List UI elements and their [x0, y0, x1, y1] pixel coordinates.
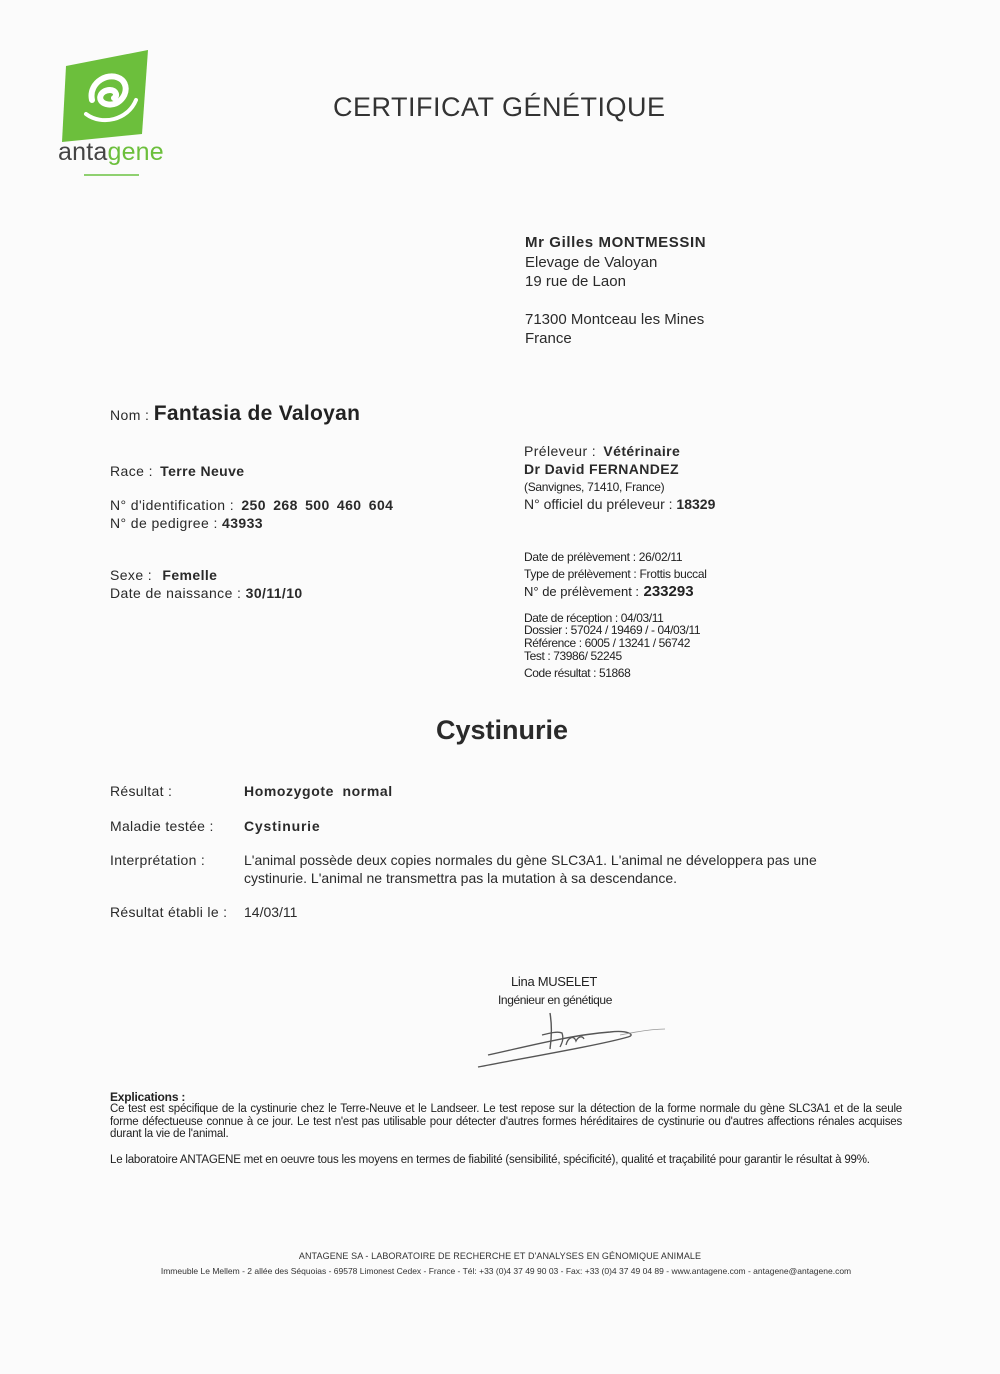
animal-sexe — [110, 567, 217, 583]
prelevement-type: Type de prélèvement : Frottis buccal — [524, 567, 707, 581]
explications-heading: Explications : — [110, 1090, 186, 1104]
signatory-role: Ingénieur en génétique — [498, 993, 612, 1007]
antagene-logo-icon — [62, 50, 154, 142]
logo-underline — [84, 174, 139, 176]
prelevement-num — [524, 583, 694, 601]
naissance-value: 30/11/10 — [245, 585, 303, 601]
explications-paragraph-1: Ce test est spécifique de la cystinurie chez le Terre-Neuve et le Landseer. Le test repose sur la détection de la forme normale du gène SLC3A1 et de la seule forme défectueuse connue à ce jour. Le test n'est pas utilisable pour détecter d'autres formes héréditaires de cystinurie ou d'autres affections rénales acquises durant la vie de l'animal. — [110, 1103, 902, 1140]
animal-race — [110, 463, 244, 479]
naissance-label: Date de naissance : — [110, 585, 242, 601]
footer-address: Immeuble Le Mellem - 2 allée des Séquoias - 69578 Limonest Cedex - France - Tél: +33 (0)4 37 49 90 03 - Fax: +33 (0)4 37 49 04 89 - www.antagene.com - antagene@antagene.com — [160, 1266, 852, 1276]
owner-line3: 71300 Montceau les Mines — [525, 311, 705, 328]
prelevement-date: Date de prélèvement : 26/02/11 — [524, 550, 683, 564]
animal-naissance — [110, 585, 303, 601]
race-label: Race : — [110, 463, 153, 479]
animal-id — [110, 497, 393, 513]
nom-value: Fantasia de Valoyan — [153, 402, 361, 425]
preleveur-type-value: Vétérinaire — [603, 443, 681, 459]
owner-line1: Elevage de Valoyan — [525, 254, 658, 271]
owner-line2: 19 rue de Laon — [525, 273, 626, 290]
interpretation-line2: cystinurie. L'animal ne transmettra pas la mutation à sa descendance. — [244, 870, 678, 886]
handwritten-signature — [470, 1005, 670, 1075]
test-title: Cystinurie — [436, 715, 569, 745]
nom-label: Nom : — [110, 407, 150, 423]
prelevement-num-label: N° de prélèvement : — [524, 584, 640, 599]
maladie-value: Cystinurie — [244, 818, 321, 834]
owner-name: Mr Gilles MONTMESSIN — [525, 234, 707, 251]
prelevement-num-value: 233293 — [643, 583, 694, 600]
document-title: CERTIFICAT GÉNÉTIQUE — [333, 92, 666, 122]
id-value: 250 268 500 460 604 — [241, 497, 394, 513]
sexe-label: Sexe : — [110, 567, 153, 583]
code-resultat: Code résultat : 51868 — [524, 666, 631, 680]
preleveur-officiel — [524, 496, 715, 512]
animal-pedigree — [110, 515, 263, 531]
preleveur-label: Préleveur : — [524, 443, 597, 459]
id-label: N° d'identification : — [110, 497, 235, 513]
explications-paragraph-2: Le laboratoire ANTAGENE met en oeuvre tous les moyens en termes de fiabilité (sensibilité, spécificité), qualité et traçabilité pour garantir le résultat à 99%. — [110, 1154, 870, 1166]
signatory-name: Lina MUSELET — [511, 974, 597, 989]
reception-date: Date de réception : 04/03/11 — [524, 611, 664, 625]
officiel-label: N° officiel du préleveur : — [524, 496, 673, 512]
preleveur-location: (Sanvignes, 71410, France) — [524, 480, 665, 494]
pedigree-value: 43933 — [222, 515, 263, 531]
preleveur-name: Dr David FERNANDEZ — [524, 461, 679, 477]
officiel-value: 18329 — [676, 496, 716, 512]
interpretation-line1: L'animal possède deux copies normales du gène SLC3A1. L'animal ne développera pas une — [244, 852, 817, 868]
etabli-value: 14/03/11 — [244, 904, 298, 920]
owner-line4: France — [525, 330, 572, 347]
preleveur-type — [524, 443, 680, 459]
dossier: Dossier : 57024 / 19469 / - 04/03/11 — [524, 623, 701, 637]
footer-company: ANTAGENE SA - LABORATOIRE DE RECHERCHE ET D'ANALYSES EN GÉNOMIQUE ANIMALE — [298, 1251, 702, 1261]
race-value: Terre Neuve — [160, 463, 245, 479]
logo-wordmark: antagene — [58, 138, 164, 166]
resultat-value: Homozygote normal — [244, 783, 393, 799]
sexe-value: Femelle — [162, 567, 218, 583]
resultat-label: Résultat : — [110, 783, 173, 799]
pedigree-label: N° de pedigree : — [110, 515, 218, 531]
etabli-label: Résultat établi le : — [110, 904, 228, 920]
maladie-label: Maladie testée : — [110, 818, 214, 834]
test-number: Test : 73986/ 52245 — [524, 649, 622, 663]
animal-nom — [110, 402, 360, 426]
interpretation-label: Interprétation : — [110, 852, 206, 868]
reference: Référence : 6005 / 13241 / 56742 — [524, 636, 691, 650]
